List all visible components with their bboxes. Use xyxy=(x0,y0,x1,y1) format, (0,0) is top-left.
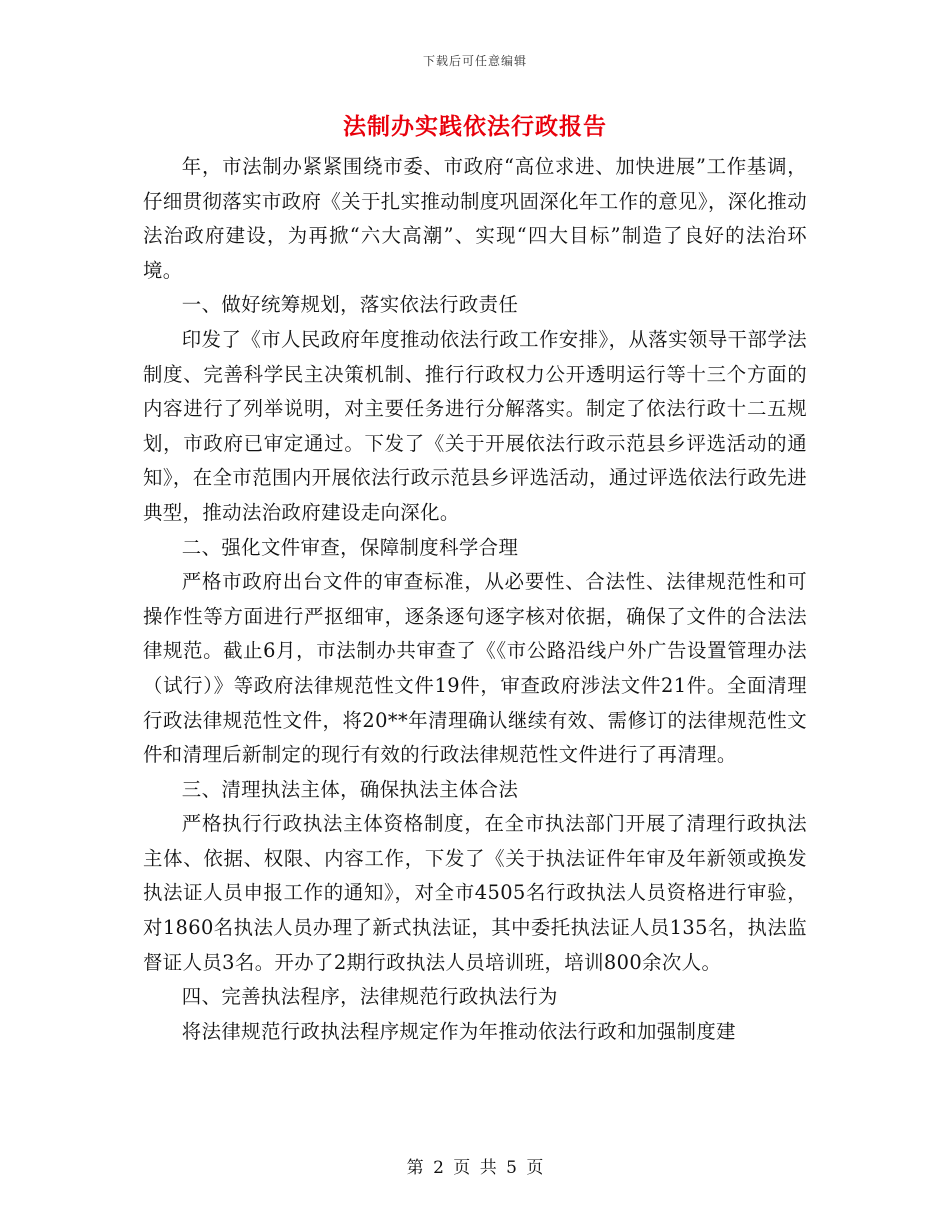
document-body xyxy=(143,150,807,1049)
section-paragraph-3: 严格执行行政执法主体资格制度，在全市执法部门开展了清理行政执法主体、依据、权限、内容工作，下发了《关于执法证件年审及年新领或换发执法证人员申报工作的通知》，对全市4505名行政执法人员资格进行审验，对1860名执法人员办理了新式执法证，其中委托执法证人员135名，执法监督证人员3名。开办了2期行政执法人员培训班，培训800余次人。 xyxy=(143,812,807,974)
header-note: 下载后可任意编辑 xyxy=(422,54,527,68)
section-heading-4: 四、完善执法程序，法律规范行政执法行为 xyxy=(181,985,558,1009)
intro-paragraph: 年，市法制办紧紧围绕市委、市政府“高位求进、加快进展”工作基调，仔细贯彻落实市政府《关于扎实推动制度巩固深化年工作的意见》，深化推动法治政府建设，为再掀“六大高潮”、实现“四大目标”制造了良好的法治环境。 xyxy=(143,155,807,282)
page-number: 第 2 页 共 5 页 xyxy=(406,1158,544,1178)
section-heading-1: 一、做好统筹规划，落实依法行政责任 xyxy=(181,293,519,317)
section-heading-3: 三、清理执法主体，确保执法主体合法 xyxy=(181,777,519,801)
section-paragraph-1: 印发了《市人民政府年度推动依法行政工作安排》，从落实领导干部学法制度、完善科学民主决策机制、推行行政权力公开透明运行等十三个方面的内容进行了列举说明，对主要任务进行分解落实。制定了依法行政十二五规划，市政府已审定通过。下发了《关于开展依法行政示范县乡评选活动的通知》，在全市范围内开展依法行政示范县乡评选活动，通过评选依法行政先进典型，推动法治政府建设走向深化。 xyxy=(143,327,807,524)
document-title: 法制办实践依法行政报告 xyxy=(343,113,607,140)
section-heading-2: 二、强化文件审查，保障制度科学合理 xyxy=(181,535,519,559)
section-paragraph-2: 严格市政府出台文件的审查标准，从必要性、合法性、法律规范性和可操作性等方面进行严抠细审，逐条逐句逐字核对依据，确保了文件的合法法律规范。截止6月，市法制办共审查了《《市公路沿线户外广告设置管理办法（试行）》等政府法律规范性文件19件，审查政府涉法文件21件。全面清理行政法律规范性文件，将20**年清理确认继续有效、需修订的法律规范性文件和清理后新制定的现行有效的行政法律规范性文件进行了再清理。 xyxy=(143,570,807,767)
section-paragraph-4: 将法律规范行政执法程序规定作为年推动依法行政和加强制度建 xyxy=(181,1019,736,1043)
